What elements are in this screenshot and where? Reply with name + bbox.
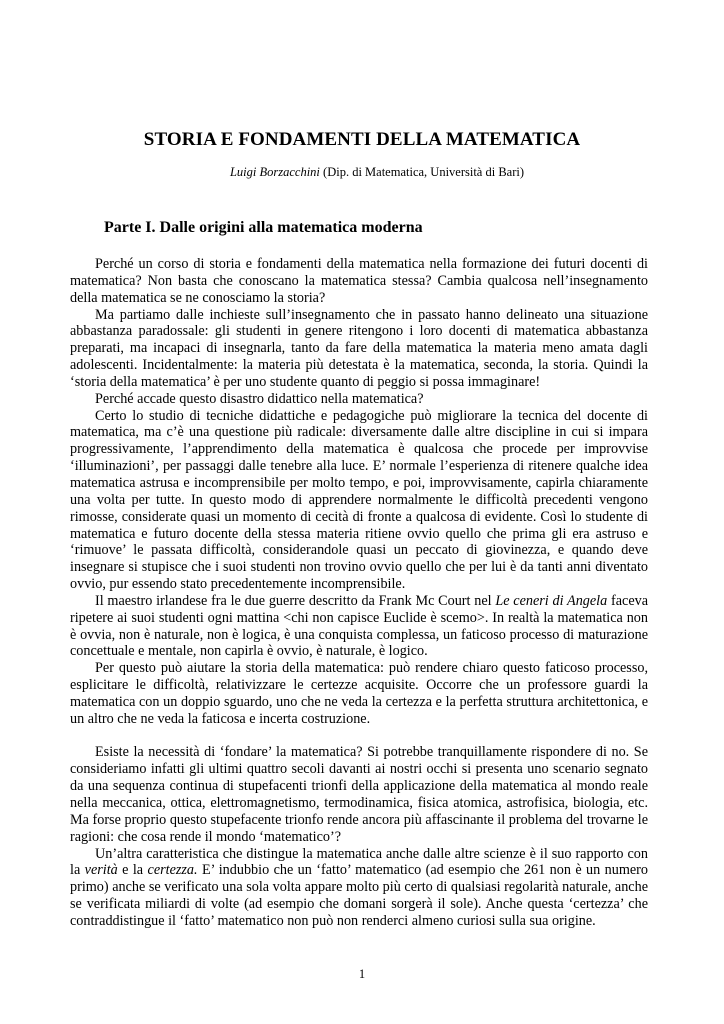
paragraph-3: Perché accade questo disastro didattico nella matematica? (95, 390, 424, 407)
paragraph-1: Perché un corso di storia e fondamenti della matematica nella formazione dei futuri docenti di matematica? Non basta che conoscano la matematica stessa? Cambia qualcosa nell’insegnamento della matematica se ne conosciamo la storia? (70, 256, 648, 306)
paragraph-8-text-before: Un’altra caratteristica che distingue la matematica anche dalle altre scienze è il suo rapporto con la (70, 845, 648, 879)
body-text (70, 256, 648, 930)
paragraph-7: Esiste la necessità di ‘fondare’ la matematica? Si potrebbe tranquillamente rispondere di no. Se consideriamo infatti gli ultimi quattro secoli davanti ai nostri occhi si presenta uno scenario segnato da una sequenza continua di stupefacenti trionfi della applicazione della matematica al mondo reale nella meccanica, ottica, elettromagnetismo, termodinamica, fisica atomica, astrofisica, biologia, etc. Ma forse proprio questo stupefacente trionfo rende ancora più affascinante il problema del trovarne le ragioni: che cosa rende il mondo ‘matematico’? (70, 744, 648, 845)
paragraph-2: Ma partiamo dalle inchieste sull’insegnamento che in passato hanno delineato una situazione abbastanza paradossale: gli studenti in genere ritengono i loro docenti di matematica abbastanza preparati, ma incapaci di insegnarla, tanto da fare della matematica la materia meno amata dagli adolescenti. Incidentalmente: la materia più detestata è la matematica, seconda, la storia. Quindi la ‘storia della matematica’ è per uno studente quanto di peggio si possa immaginare! (70, 306, 648, 390)
paragraph-5-text-before: Il maestro irlandese fra le due guerre descritto da Frank Mc Court nel (95, 592, 496, 609)
paragraph-6: Per questo può aiutare la storia della matematica: può rendere chiaro questo faticoso processo, esplicitare le difficoltà, relativizzare le certezze acquisite. Occorre che un professore guardi la matematica con un doppio sguardo, uno che ne veda la certezza e la perfetta struttura architettonica, e un altro che ne veda la faticosa e incerta costruzione. (70, 660, 648, 727)
author-name: Luigi Borzacchini (229, 165, 320, 179)
paragraph-8 (70, 846, 648, 930)
paragraph-5-text-after: faceva ripetere ai suoi studenti ogni mattina <chi non capisce Euclide è scemo>. In realtà la matematica non è ovvia, non è naturale, non è logica, è una conquista complessa, un faticoso processo di maturazione concettuale e mentale, non capirla è ovvio, è naturale, è logico. (70, 592, 649, 660)
paragraph-8-text-middle: e la (117, 862, 148, 879)
term-certezza: certezza. (147, 862, 198, 879)
paragraph-4: Certo lo studio di tecniche didattiche e pedagogiche può migliorare la tecnica del docente di matematica, ma c’è una questione più radicale: diversamente dalle altre discipline in cui si impara progressivamente, l’apprendimento della matematica è qualcosa che procede per improvvise ‘illuminazioni’, per passaggi dalle tenebre alla luce. E’ normale l’esperienza di ritenere qualche idea matematica astrusa e incomprensibile per molto tempo, e poi, improvvisamente, capirla chiaramente una volta per tutte. In questo modo di apprendere normalmente le difficoltà precedenti vengono rimosse, considerate quasi un momento di cecità di fronte a qualcosa di evidente. Così lo studente di matematica e futuro docente della stessa materia ritiene ovvio quello che prima gli era astruso e ‘rimuove’ le passata difficoltà, considerandole quasi un peccato di giovinezza, e quando deve insegnare si stupisce che i suoi studenti non trovino ovvio quello che per lui è da tanti anni diventato ovvio, pur essendo stato precedentemente incomprensibile. (70, 407, 648, 593)
term-verita: verità (84, 862, 118, 879)
author-line (0, 164, 724, 180)
section-heading: Parte I. Dalle origini alla matematica moderna (104, 219, 423, 236)
book-title: Le ceneri di Angela (495, 592, 608, 609)
page-number: 1 (358, 967, 366, 981)
document-title: STORIA E FONDAMENTI DELLA MATEMATICA (143, 129, 581, 150)
paragraph-8-text-after: E’ indubbio che un ‘fatto’ matematico (ad esempio che 261 non è un numero primo) anche se verificato una sola volta appare molto più certo di qualsiasi regolarità naturale, anche se verificata miliardi di volte (ad esempio che domani sorgerà il sole). Anche questa ‘certezza’ che contraddistingue il ‘fatto’ matematico non può non renderci almeno curiosi sulla sua origine. (70, 862, 648, 929)
paragraph-5 (70, 593, 648, 660)
author-affiliation: (Dip. di Matematica, Università di Bari) (319, 165, 525, 179)
